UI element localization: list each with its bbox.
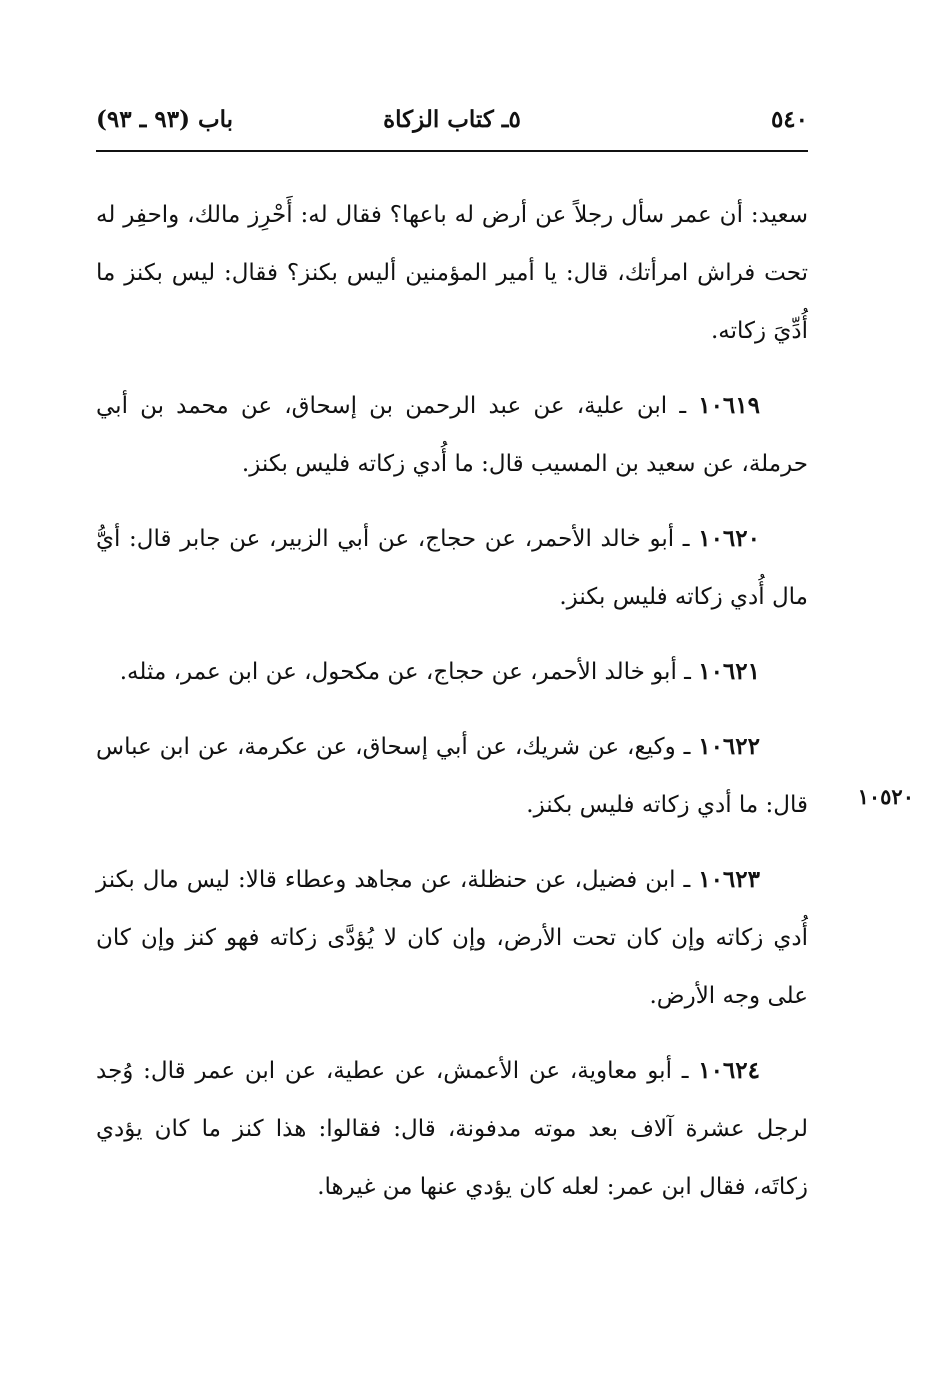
- page-number: ٥٤٠: [770, 106, 808, 133]
- page-body: [96, 186, 808, 1233]
- hadith-paragraph: [96, 1042, 808, 1216]
- chapter-title: باب (٩٣ ـ ٩٣): [96, 106, 234, 133]
- hadith-paragraph: [96, 377, 808, 493]
- book-title: ٥ـ كتاب الزكاة: [383, 106, 521, 133]
- hadith-number: ١٠٦٢٣: [698, 866, 760, 893]
- hadith-paragraph: [96, 510, 808, 626]
- hadith-number: ١٠٦٢٢: [698, 733, 760, 760]
- hadith-text: ـ وكيع، عن شريك، عن أبي إسحاق، عن عكرمة، عن ابن عباس قال: ما أدي زكاته فليس بكنز.: [96, 734, 808, 818]
- margin-reference-number: ١٠٥٢٠: [857, 784, 914, 809]
- hadith-text: ـ أبو خالد الأحمر، عن حجاج، عن مكحول، عن ابن عمر، مثله.: [119, 659, 699, 685]
- hadith-paragraph: [96, 851, 808, 1025]
- paragraph-text: سعيد: أن عمر سأل رجلاً عن أرض له باعها؟ فقال له: أَحْرِز مالك، واحفِر له تحت فراش امرأتك، قال: يا أمير المؤمنين أليس بكنز؟ فقال: ليس بكنز ما أُدِّيَ زكاته.: [96, 202, 808, 344]
- hadith-paragraph: [96, 718, 808, 834]
- hadith-number: ١٠٦١٩: [698, 392, 760, 419]
- hadith-text: ـ أبو معاوية، عن الأعمش، عن عطية، عن ابن عمر قال: وُجد لرجل عشرة آلاف بعد موته مدفونة، قال: فقالوا: هذا كنز ما كان يؤدي زكاتَه، فقال ابن عمر: لعله كان يؤدي عنها من غيرها.: [96, 1058, 808, 1200]
- hadith-text: ـ ابن فضيل، عن حنظلة، عن مجاهد وعطاء قالا: ليس مال بكنز أُدي زكاته وإن كان تحت الأرض، وإن كان لا يُؤدَّى زكاته فهو كنز وإن كان على وجه الأرض.: [96, 867, 808, 1009]
- paragraph-continuation: [96, 186, 808, 360]
- hadith-paragraph: [96, 643, 808, 701]
- header-rule: [96, 150, 808, 152]
- hadith-text: ـ ابن علية، عن عبد الرحمن بن إسحاق، عن محمد بن أبي حرملة، عن سعيد بن المسيب قال: ما أُدي زكاته فليس بكنز.: [96, 393, 808, 477]
- page-header: [96, 100, 808, 144]
- hadith-number: ١٠٦٢١: [698, 658, 760, 685]
- hadith-number: ١٠٦٢٤: [698, 1057, 760, 1084]
- hadith-text: ـ أبو خالد الأحمر، عن حجاج، عن أبي الزبير، عن جابر قال: أيُّ مال أُدي زكاته فليس بكنز.: [96, 526, 808, 610]
- hadith-number: ١٠٦٢٠: [698, 525, 760, 552]
